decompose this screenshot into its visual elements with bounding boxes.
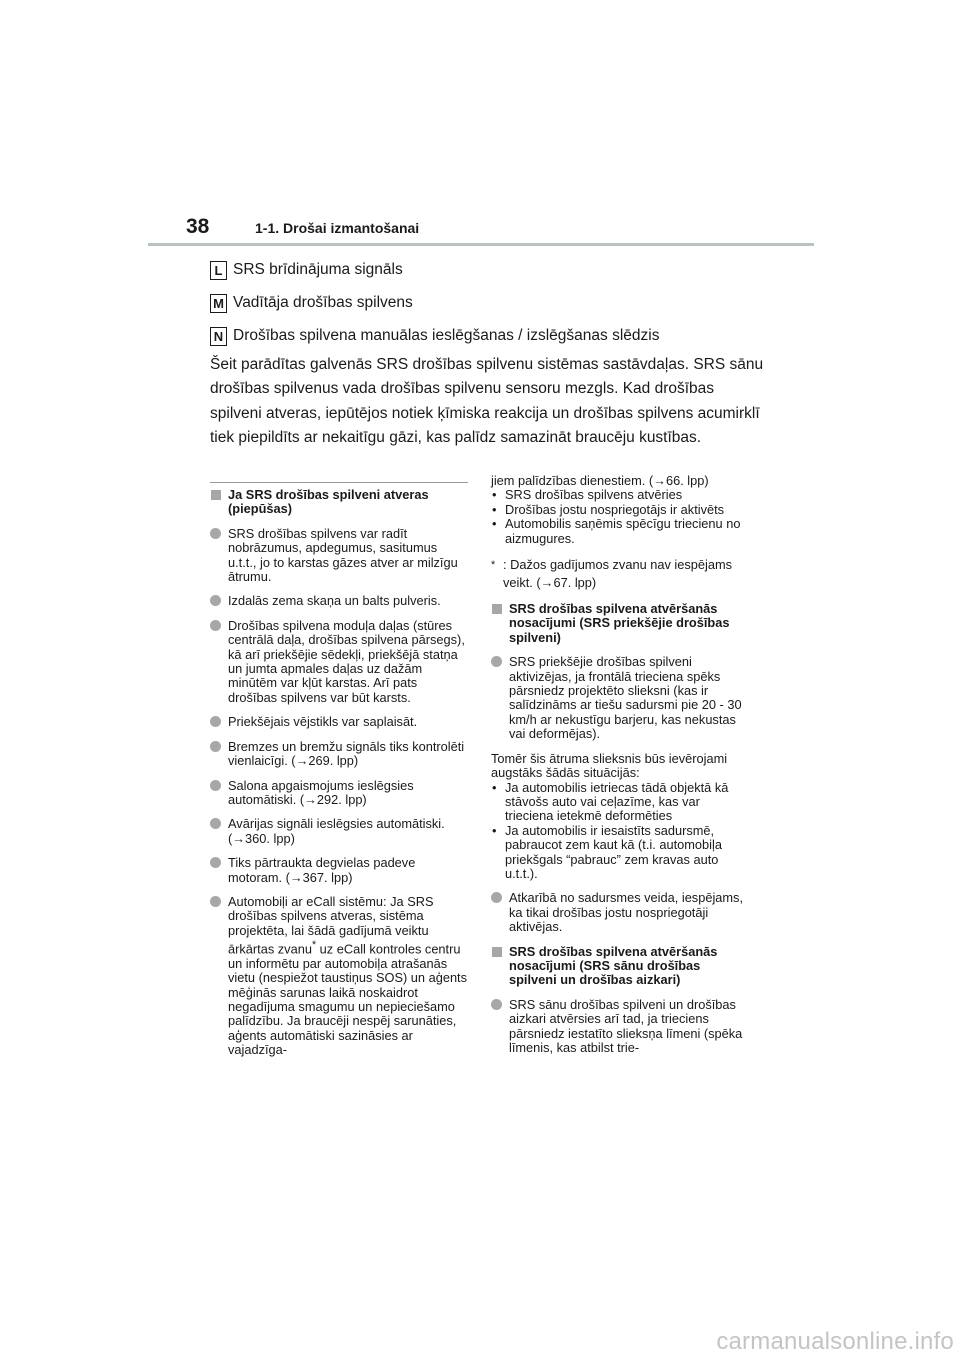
callout-n [210, 326, 770, 346]
continued-text: jiem palīdzības dienestiem. (→66. lpp) [491, 473, 709, 488]
circle-bullet-icon [210, 620, 221, 631]
heading-text: SRS drošības spilvena atvēršanās nosacījumi (SRS priekšējie drošības spilveni) [509, 601, 730, 645]
sub-bullet: • Ja automobilis ir iesaistīts sadursmē, pabraucot zem kaut kā (t.i. automobiļa priekšgals “pabrauc” zem kravas auto u.t.t.). [492, 822, 722, 881]
list-item: Priekšējais vējstikls var saplaisāt. [210, 715, 468, 729]
circle-bullet-icon [210, 857, 221, 868]
column-divider [210, 482, 468, 483]
list-item: SRS priekšējie drošības spilveni aktivizējas, ja frontālā trieciena spēks pārsniedz projektēto slieksni (kas ir salīdzināms ar tiešu sadursmi pie 20 - 30 km/h ar nekustīgu barjeru, kas nekustas vai deformējas). [491, 655, 751, 741]
list-item: Izdalās zema skaņa un balts pulveris. [210, 594, 468, 608]
header-rule [148, 243, 814, 246]
list-item: Avārijas signāli ieslēgsies automātiski. (→360. lpp) [210, 817, 468, 846]
callout-m [210, 293, 770, 313]
watermark: carmanualsonline.info [716, 1328, 954, 1355]
circle-bullet-icon [491, 999, 502, 1010]
sub-bullet: • Automobilis saņēmis spēcīgu triecienu no aizmugures. [492, 516, 741, 546]
footnote-mark: * [491, 559, 496, 572]
circle-bullet-icon [210, 896, 221, 907]
intro-paragraph: Šeit parādītas galvenās SRS drošības spilvenu sistēmas sastāvdaļas. SRS sānu drošības spilvenus vada drošības spilvenu sensoru mezgls. Kad drošības spilveni atveras, iepūtējos notiek ķīmiska reakcija un drošības spilvens acumirklī tiek piepildīts ar nekaitīgu gāzi, kas palīdz samazināt braucēju kustības. [210, 356, 764, 447]
paragraph: Tomēr šis ātruma slieksnis būs ievērojami augstāks šādās situācijās: [491, 750, 728, 781]
callout-text: Vadītāja drošības spilvens [233, 294, 413, 311]
circle-bullet-icon [210, 741, 221, 752]
callout-letter: N [210, 327, 227, 346]
page-number: 38 [186, 215, 210, 238]
circle-bullet-icon [210, 716, 221, 727]
list-item: Atkarībā no sadursmes veida, iespējams, ka tikai drošības jostu nospriegotāji aktivējas. [491, 891, 751, 934]
list-item: SRS drošības spilvens var radīt nobrāzumus, apdegumus, sasitumus u.t.t., jo to karstas gāzes atver ar milzīgu ātrumu. [210, 527, 468, 585]
circle-bullet-icon [491, 656, 502, 667]
circle-bullet-icon [210, 528, 221, 539]
square-bullet-icon [492, 604, 502, 614]
circle-bullet-icon [210, 595, 221, 606]
list-item: SRS sānu drošības spilveni un drošības aizkari atvērsies arī tad, ja trieciens pārsniedz iestatīto slieksņa līmeni (spēka līmenis, kas atbilst trie- [491, 998, 751, 1056]
section-heading [210, 488, 468, 517]
circle-bullet-icon [210, 818, 221, 829]
list-item: Salona apgaismojums ieslēgsies automātiski. (→292. lpp) [210, 779, 468, 808]
sub-bullet: • Drošības jostu nospriegotājs ir aktivēts [492, 501, 725, 517]
callout-text: Drošības spilvena manuālas ieslēgšanas / izslēgšanas slēdzis [233, 327, 660, 344]
callout-letter: M [210, 294, 227, 313]
sub-bullet: • Ja automobilis ietriecas tādā objektā kā stāvošs auto vai ceļazīme, kas var trieciena ietekmē deformēties [492, 779, 729, 824]
sub-bullet: • SRS drošības spilvens atvēries [492, 487, 683, 503]
section-title: 1-1. Drošai izmantošanai [255, 220, 420, 236]
heading-text: Ja SRS drošības spilveni atveras (piepūšas) [228, 487, 429, 517]
footnote: * : Dažos gadījumos zvanu nav iespējams veikt. (→67. lpp) [491, 557, 733, 591]
section-heading [491, 602, 751, 645]
list-item: Bremzes un bremžu signāls tiks kontrolēti vienlaicīgi. (→269. lpp) [210, 740, 468, 769]
circle-bullet-icon [491, 892, 502, 903]
callout-list [210, 260, 770, 359]
right-column [491, 474, 751, 1065]
callout-l [210, 260, 770, 280]
section-heading [491, 945, 751, 988]
list-item-ecall: Automobiļi ar eCall sistēmu: Ja SRS drošības spilvens atveras, sistēma projektēta, lai šādā gadījumā veiktu ārkārtas zvanu* uz eCall kontroles centru un informētu par automobiļa atrašanās vietu (nespiežot taustiņus SOS) un aģents mēģinās sarunas laikā noskaidrot negadījuma smagumu un nepieciešamo palīdzību. Ja braucēji nespēj sarunāties, aģents automātiski sazināsies ar vajadzīga- [210, 895, 468, 1058]
list-item: Tiks pārtraukta degvielas padeve motoram. (→367. lpp) [210, 856, 468, 885]
heading-text: SRS drošības spilvena atvēršanās nosacījumi (SRS sānu drošības spilveni un drošības aizkari) [509, 943, 718, 988]
square-bullet-icon [211, 490, 221, 500]
list-item: Drošības spilvena moduļa daļas (stūres centrālā daļa, drošības spilvena pārsegs), kā arī priekšējie sēdekļi, priekšējā statņa un jumta apmales daļas uz dažām minūtēm var kļūt karstas. Arī pats drošības spilvens var būt karsts. [210, 619, 468, 705]
square-bullet-icon [492, 947, 502, 957]
circle-bullet-icon [210, 780, 221, 791]
left-column [210, 488, 468, 1068]
footnote-mark: * [311, 939, 317, 952]
callout-letter: L [210, 261, 227, 280]
callout-text: SRS brīdinājuma signāls [233, 261, 403, 278]
